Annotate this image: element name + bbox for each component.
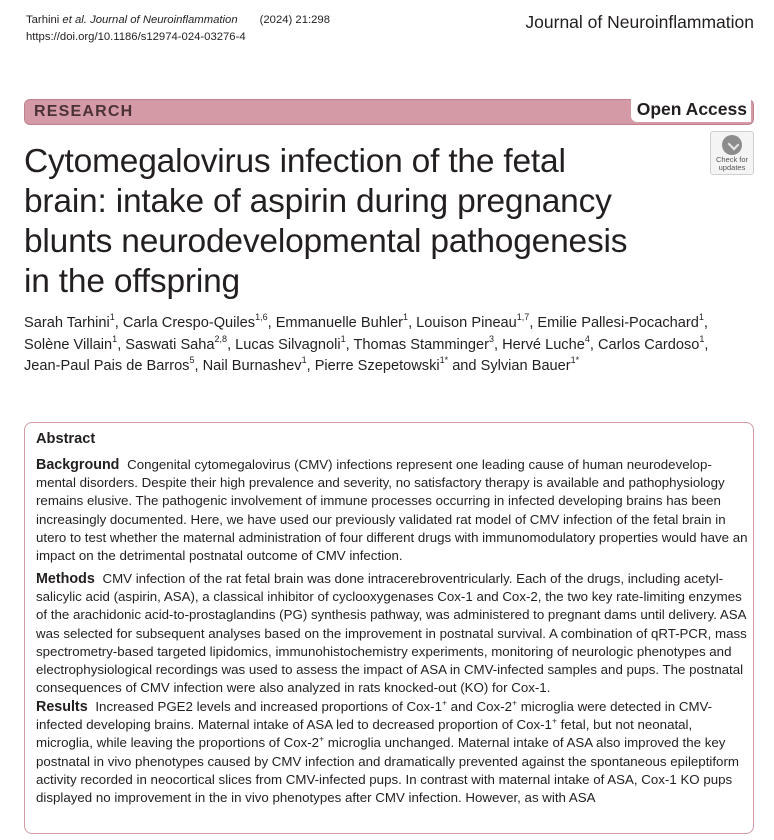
author-separator: , <box>227 336 236 353</box>
author-affiliation-sup: 1,7 <box>516 312 530 323</box>
author-name[interactable]: Nail Burnashev$^1$ <box>202 355 307 374</box>
title-line: blunts neurodevelopmental pathogenesis <box>24 223 628 260</box>
results-text: Increased PGE2 levels and increased proportions of Cox-1+ and Cox-2+ microglia were detected in CMV-infected developing brains. Maternal intake of ASA led to decreased proportion of Cox-1+ fetal, but not neonatal, microglia, while leaving the proportions of Cox-2+ microglia unchanged. Maternal intake of ASA also improved the key postnatal in vivo phenotypes caused by CMV infection and dramatically prevented against the spontaneous epileptiform activity recorded in neocortical slices from CMV-infected pups. In contrast with maternal intake of ASA, Cox-1 KO pups displayed no improvement in the in vivo phenotypes after CMV infection. However, as with ASA <box>36 697 739 806</box>
author-separator: , <box>114 315 123 331</box>
author-name[interactable]: Emilie Pallesi-Pocachard$^1$ <box>537 312 704 331</box>
citation-year-volume: (2024) 21:298 <box>259 14 330 26</box>
citation-journal: et al. Journal of Neuroinflammation <box>62 14 238 26</box>
citation-header <box>26 12 330 46</box>
author-affiliation-sup: 1 <box>112 333 118 344</box>
author-affiliation-sup: 1 <box>403 312 409 323</box>
author-name[interactable]: Sarah Tarhini$^1$ <box>24 312 115 331</box>
author-affiliation-sup: 2,8 <box>214 333 228 344</box>
author-separator: , <box>408 315 417 331</box>
author-name[interactable]: Sylvian Bauer$^{1*}$ <box>480 355 580 374</box>
author-affiliation-sup: 1 <box>301 355 307 366</box>
journal-title: Journal of Neuroinflammation <box>525 12 754 32</box>
background-heading: Background <box>36 457 120 473</box>
check-updates-icon <box>722 135 742 155</box>
methods-text: CMV infection of the rat fetal brain was done intracerebroventricularly. Each of the drugs, including acetyl-salicylic acid (aspirin, ASA), a classical inhibitor of cyclooxygenases Cox-1 and Cox-2, the two key rate-limiting enzymes of the arachidonic acid-to-prostaglandins (PG) synthesis pathway, was administered to pregnant dams until delivery. ASA was selected for subsequent analyses based on the improvement in postnatal survival. A combination of qRT-PCR, mass spectrometry-based targeted lipidomics, immunohistochemistry experiments, monitoring of neurologic phenotypes and electrophysiological recordings was used to assess the impact of ASA in CMV-infected samples and pups. The postnatal consequences of CMV infection were also analyzed in rats knocked-out (KO) for Cox-1. <box>36 571 747 696</box>
author-separator: , <box>703 315 708 331</box>
author-affiliation-sup: 4 <box>584 333 590 344</box>
author-separator: , <box>306 358 315 374</box>
author-name[interactable]: Solène Villain$^1$ <box>24 333 118 353</box>
title-line: in the offspring <box>24 263 240 300</box>
author-name[interactable]: Saswati Saha$^{2,8}$ <box>125 333 228 353</box>
abstract-results <box>36 698 748 807</box>
author-affiliation-sup: 1 <box>109 312 115 323</box>
doi-link[interactable]: https://doi.org/10.1186/s12974-024-03276-4 <box>26 31 246 43</box>
author-affiliation-sup: 1,6 <box>255 312 268 323</box>
author-list <box>24 313 744 378</box>
abstract-heading: Abstract <box>36 431 96 447</box>
author-name[interactable]: Pierre Szepetowski$^{1*}$ <box>314 355 449 374</box>
author-name[interactable]: Thomas Stamminger$^3$ <box>353 333 494 353</box>
author-name[interactable]: Louison Pineau$^{1,7}$ <box>416 312 530 331</box>
check-for-updates-button[interactable] <box>710 131 754 175</box>
author-name[interactable]: Emmanuelle Buhler$^1$ <box>275 312 409 331</box>
results-heading: Results <box>36 699 88 715</box>
author-separator: , <box>267 315 276 331</box>
open-access-badge: Open Access <box>631 99 751 122</box>
author-separator: , <box>704 336 709 353</box>
author-affiliation-sup: 1 <box>340 333 346 344</box>
author-affiliation-sup: 1 <box>698 312 704 323</box>
article-title <box>24 142 704 302</box>
author-separator: and <box>448 358 481 374</box>
author-name[interactable]: Hervé Luche$^4$ <box>502 333 590 353</box>
author-affiliation-sup: 1* <box>570 355 580 366</box>
abstract-background <box>36 456 748 565</box>
author-separator: , <box>345 336 354 353</box>
article-type-banner <box>24 99 754 125</box>
author-name[interactable]: Carlos Cardoso$^1$ <box>597 333 705 353</box>
author-name[interactable]: Jean-Paul Pais de Barros$^5$ <box>24 355 195 374</box>
methods-heading: Methods <box>36 571 95 587</box>
citation-authors: Tarhini <box>26 14 63 26</box>
author-affiliation-sup: 3 <box>488 333 494 344</box>
title-line: Cytomegalovirus infection of the fetal <box>24 143 566 180</box>
author-affiliation-sup: 1* <box>439 355 449 366</box>
abstract-box <box>24 422 754 834</box>
article-type-label: RESEARCH <box>34 103 134 120</box>
author-name[interactable]: Lucas Silvagnoli$^1$ <box>235 333 346 353</box>
abstract-methods <box>36 570 748 697</box>
author-name[interactable]: Carla Crespo-Quiles$^{1,6}$ <box>122 312 268 331</box>
author-affiliation-sup: 1 <box>699 333 705 344</box>
author-separator: , <box>194 358 203 374</box>
author-affiliation-sup: 5 <box>189 355 195 366</box>
author-separator: , <box>529 315 538 331</box>
author-separator: , <box>117 336 126 353</box>
author-separator: , <box>493 336 503 353</box>
check-updates-label: Check for updates <box>715 155 749 172</box>
citation-line <box>26 12 330 29</box>
title-line: brain: intake of aspirin during pregnancy <box>24 183 612 220</box>
background-text: Congenital cytomegalovirus (CMV) infections represent one leading cause of human neurodevelop-mental disorders. Despite their high prevalence and severity, no satisfactory therapy is available and pathophysiology remains elusive. The pathogenic involvement of immune processes occurring in infected developing brains has been increasingly documented. Here, we have used our previously validated rat model of CMV infection of the fetal brain in utero to test whether the maternal administration of four different drugs with immunomodulatory properties would have an impact on the detrimental postnatal outcome of CMV infection. <box>36 457 748 564</box>
author-separator: , <box>589 336 598 353</box>
